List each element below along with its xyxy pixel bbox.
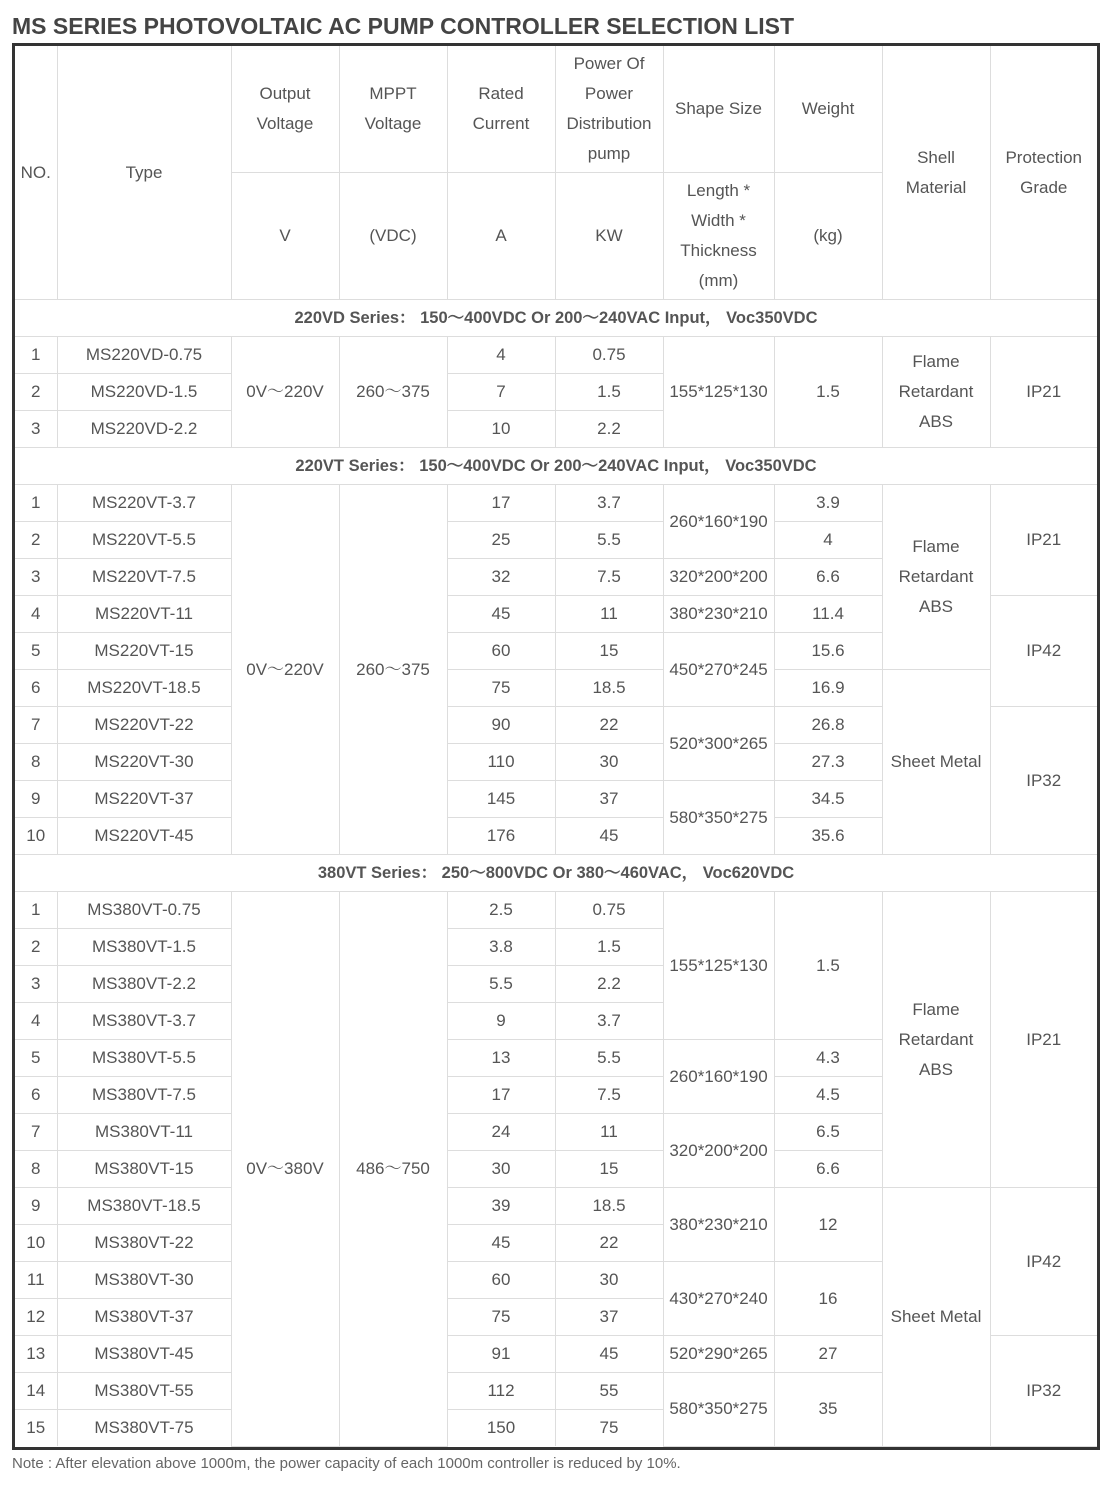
cell-type: MS380VT-1.5 [57,929,231,966]
cell-weight: 15.6 [774,633,882,670]
cell-shape-size: 580*350*275 [663,781,774,855]
cell-rated-current: 17 [447,1077,555,1114]
unit-rated-current: A [447,173,555,300]
shell-material-line: Sheet Metal [890,752,982,771]
table-body [15,46,1097,1446]
cell-shell-material [882,892,990,1188]
cell-no: 5 [15,1040,57,1077]
shell-material-line: Retardant [898,1029,974,1049]
header-protection-grade: Protection Grade [990,46,1097,300]
cell-power: 18.5 [555,670,663,707]
cell-power: 30 [555,1262,663,1299]
header-type: Type [57,46,231,300]
cell-type: MS380VT-45 [57,1336,231,1373]
cell-power: 7.5 [555,1077,663,1114]
cell-type: MS220VT-30 [57,744,231,781]
cell-type: MS380VT-55 [57,1373,231,1410]
cell-weight: 4 [774,522,882,559]
cell-no: 4 [15,596,57,633]
shell-material-line: ABS [918,1059,954,1079]
cell-weight: 11.4 [774,596,882,633]
cell-type: MS380VT-30 [57,1262,231,1299]
cell-shape-size: 580*350*275 [663,1373,774,1447]
cell-shape-size: 430*270*240 [663,1262,774,1336]
cell-protection-grade: IP21 [990,337,1097,448]
cell-type: MS220VT-3.7 [57,485,231,522]
cell-power: 30 [555,744,663,781]
cell-power: 0.75 [555,892,663,929]
cell-rated-current: 75 [447,670,555,707]
cell-protection-grade: IP32 [990,707,1097,855]
cell-power: 15 [555,1151,663,1188]
cell-type: MS220VT-15 [57,633,231,670]
cell-shape-size: 520*300*265 [663,707,774,781]
cell-power: 22 [555,707,663,744]
cell-rated-current: 176 [447,818,555,855]
cell-weight: 12 [774,1188,882,1262]
cell-power: 45 [555,1336,663,1373]
cell-power: 11 [555,1114,663,1151]
cell-type: MS220VT-5.5 [57,522,231,559]
cell-shell-material [882,1188,990,1447]
header-power: Power Of Power Distribution pump [555,46,663,173]
page-title: MS SERIES PHOTOVOLTAIC AC PUMP CONTROLLER SELECTION LIST [12,13,795,39]
header-rated-current: Rated Current [447,46,555,173]
cell-rated-current: 39 [447,1188,555,1225]
cell-power: 2.2 [555,411,663,448]
cell-rated-current: 17 [447,485,555,522]
cell-protection-grade: IP21 [990,892,1097,1188]
cell-no: 8 [15,744,57,781]
cell-power: 1.5 [555,929,663,966]
header-shape-size: Shape Size [663,46,774,173]
cell-rated-current: 32 [447,559,555,596]
cell-shape-size: 320*200*200 [663,559,774,596]
cell-no: 6 [15,1077,57,1114]
cell-output-voltage: 0V～380V [231,892,339,1447]
cell-protection-grade: IP32 [990,1336,1097,1447]
selection-table [15,46,1097,1447]
cell-rated-current: 2.5 [447,892,555,929]
cell-shape-size: 380*230*210 [663,596,774,633]
cell-no: 8 [15,1151,57,1188]
cell-type: MS220VD-0.75 [57,337,231,374]
shell-material-line: Flame [912,352,960,371]
cell-shell-material [882,485,990,670]
header-no: NO. [15,46,57,300]
cell-power: 2.2 [555,966,663,1003]
cell-weight: 1.5 [774,892,882,1040]
cell-no: 11 [15,1262,57,1299]
cell-no: 1 [15,485,57,522]
cell-shape-size: 450*270*245 [663,633,774,707]
section-heading-row [15,448,1097,485]
cell-weight: 16 [774,1262,882,1336]
footnote: Note : After elevation above 1000m, the power capacity of each 1000m controller is reduced by 10%. [12,1455,681,1472]
cell-output-voltage: 0V～220V [231,485,339,855]
shell-material-line: Flame [912,537,960,556]
cell-weight: 4.3 [774,1040,882,1077]
header-mppt-voltage: MPPT Voltage [339,46,447,173]
cell-type: MS380VT-18.5 [57,1188,231,1225]
cell-power: 5.5 [555,1040,663,1077]
cell-no: 2 [15,929,57,966]
cell-weight: 1.5 [774,337,882,448]
cell-no: 12 [15,1299,57,1336]
table-row [15,485,1097,522]
cell-shape-size: 520*290*265 [663,1336,774,1373]
cell-power: 15 [555,633,663,670]
cell-no: 15 [15,1410,57,1447]
shell-material-line: Sheet Metal [890,1306,982,1326]
cell-shape-size: 155*125*130 [663,337,774,448]
cell-weight: 34.5 [774,781,882,818]
cell-rated-current: 3.8 [447,929,555,966]
cell-mppt-voltage: 260～375 [339,337,447,448]
cell-power: 7.5 [555,559,663,596]
cell-no: 1 [15,337,57,374]
cell-rated-current: 5.5 [447,966,555,1003]
cell-rated-current: 112 [447,1373,555,1410]
cell-weight: 26.8 [774,707,882,744]
cell-rated-current: 75 [447,1299,555,1336]
cell-shell-material [882,670,990,855]
cell-power: 18.5 [555,1188,663,1225]
cell-no: 3 [15,966,57,1003]
cell-rated-current: 24 [447,1114,555,1151]
table-row [15,337,1097,374]
header-weight: Weight [774,46,882,173]
cell-type: MS380VT-11 [57,1114,231,1151]
cell-weight: 6.6 [774,1151,882,1188]
cell-power: 5.5 [555,522,663,559]
cell-rated-current: 90 [447,707,555,744]
cell-no: 2 [15,374,57,411]
selection-table-container [12,43,1100,1450]
cell-power: 45 [555,818,663,855]
cell-power: 55 [555,1373,663,1410]
cell-shape-size: 260*160*190 [663,1040,774,1114]
cell-power: 0.75 [555,337,663,374]
cell-rated-current: 25 [447,522,555,559]
cell-type: MS380VT-15 [57,1151,231,1188]
cell-no: 2 [15,522,57,559]
unit-mppt-voltage: (VDC) [339,173,447,300]
cell-weight: 6.5 [774,1114,882,1151]
shell-material-line: Retardant [898,382,974,401]
cell-no: 9 [15,781,57,818]
cell-weight: 27 [774,1336,882,1373]
cell-type: MS380VT-37 [57,1299,231,1336]
cell-rated-current: 60 [447,1262,555,1299]
cell-output-voltage: 0V～220V [231,337,339,448]
table-row [15,670,1097,707]
cell-shape-size: 260*160*190 [663,485,774,559]
section-heading: 220VT Series： 150～400VDC Or 200～240VAC Input， Voc350VDC [15,448,1097,485]
cell-protection-grade: IP42 [990,1188,1097,1336]
section-heading-row [15,855,1097,892]
cell-weight: 27.3 [774,744,882,781]
cell-type: MS380VT-7.5 [57,1077,231,1114]
cell-rated-current: 150 [447,1410,555,1447]
cell-no: 10 [15,1225,57,1262]
cell-rated-current: 13 [447,1040,555,1077]
cell-shell-material [882,337,990,448]
cell-rated-current: 110 [447,744,555,781]
cell-weight: 3.9 [774,485,882,522]
cell-weight: 35 [774,1373,882,1447]
cell-no: 6 [15,670,57,707]
cell-type: MS220VD-1.5 [57,374,231,411]
header-shell-material: Shell Material [882,46,990,300]
unit-power: KW [555,173,663,300]
cell-type: MS380VT-5.5 [57,1040,231,1077]
cell-weight: 35.6 [774,818,882,855]
cell-weight: 16.9 [774,670,882,707]
cell-type: MS220VT-11 [57,596,231,633]
cell-power: 3.7 [555,485,663,522]
cell-type: MS380VT-75 [57,1410,231,1447]
cell-type: MS380VT-3.7 [57,1003,231,1040]
cell-no: 1 [15,892,57,929]
cell-shape-size: 380*230*210 [663,1188,774,1262]
cell-type: MS220VT-37 [57,781,231,818]
section-heading-row [15,300,1097,337]
cell-rated-current: 60 [447,633,555,670]
cell-power: 75 [555,1410,663,1447]
cell-type: MS220VT-45 [57,818,231,855]
cell-type: MS220VT-18.5 [57,670,231,707]
cell-rated-current: 7 [447,374,555,411]
cell-power: 37 [555,1299,663,1336]
cell-no: 7 [15,707,57,744]
cell-power: 3.7 [555,1003,663,1040]
section-heading: 380VT Series： 250～800VDC Or 380～460VAC， Voc620VDC [15,855,1097,892]
cell-rated-current: 45 [447,1225,555,1262]
cell-shape-size: 155*125*130 [663,892,774,1040]
shell-material-line: ABS [918,412,954,431]
cell-no: 4 [15,1003,57,1040]
cell-mppt-voltage: 486～750 [339,892,447,1447]
unit-shape-size: Length * Width * Thickness (mm) [663,173,774,300]
cell-rated-current: 30 [447,1151,555,1188]
cell-protection-grade: IP21 [990,485,1097,596]
shell-material-line: Flame [912,999,960,1019]
cell-power: 37 [555,781,663,818]
cell-type: MS380VT-0.75 [57,892,231,929]
unit-output-voltage: V [231,173,339,300]
shell-material-line: Retardant [898,567,974,586]
cell-type: MS220VT-22 [57,707,231,744]
header-row-labels [15,46,1097,173]
cell-rated-current: 91 [447,1336,555,1373]
header-output-voltage: Output Voltage [231,46,339,173]
cell-power: 1.5 [555,374,663,411]
cell-rated-current: 9 [447,1003,555,1040]
cell-protection-grade: IP42 [990,596,1097,707]
table-row [15,1188,1097,1225]
cell-type: MS380VT-22 [57,1225,231,1262]
cell-power: 22 [555,1225,663,1262]
shell-material-line: ABS [918,597,954,616]
cell-type: MS220VD-2.2 [57,411,231,448]
cell-weight: 4.5 [774,1077,882,1114]
section-heading: 220VD Series： 150～400VDC Or 200～240VAC Input， Voc350VDC [15,300,1097,337]
cell-rated-current: 10 [447,411,555,448]
cell-rated-current: 145 [447,781,555,818]
cell-no: 13 [15,1336,57,1373]
cell-shape-size: 320*200*200 [663,1114,774,1188]
cell-mppt-voltage: 260～375 [339,485,447,855]
cell-power: 11 [555,596,663,633]
cell-type: MS380VT-2.2 [57,966,231,1003]
cell-rated-current: 4 [447,337,555,374]
cell-no: 9 [15,1188,57,1225]
cell-no: 7 [15,1114,57,1151]
cell-no: 14 [15,1373,57,1410]
cell-no: 3 [15,559,57,596]
table-row [15,892,1097,929]
cell-rated-current: 45 [447,596,555,633]
cell-no: 10 [15,818,57,855]
cell-weight: 6.6 [774,559,882,596]
cell-no: 5 [15,633,57,670]
unit-weight: (kg) [774,173,882,300]
cell-no: 3 [15,411,57,448]
cell-type: MS220VT-7.5 [57,559,231,596]
